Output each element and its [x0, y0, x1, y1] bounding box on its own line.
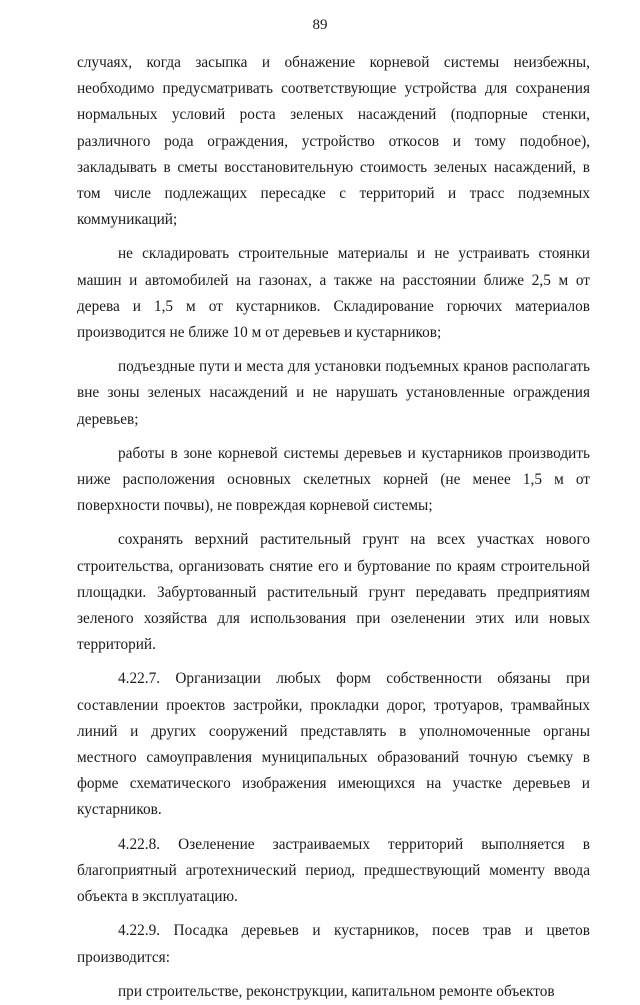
paragraph-root-zone-works: работы в зоне корневой системы деревьев и кустарников производить ниже расположения основных скелетных корней (не менее 1,5 м от поверхности почвы), не повреждая корневой системы;: [77, 444, 590, 515]
paragraph-crane-access-roads: подъездные пути и места для установки подъемных кранов располагать вне зоны зеленых насаждений и не нарушать установленные ограждения деревьев;: [77, 358, 590, 428]
paragraph-topsoil-preservation: сохранять верхний растительный грунт на всех участках нового строительства, организовать снятие его и буртование по краям строительной площадки. Забуртованный растительный грунт передавать предприятиям зеленого хозяйства для использования при озеленении этих или новых территорий.: [77, 531, 590, 654]
document-body: [77, 50, 590, 1005]
paragraph-4-22-7: 4.22.7. Организации любых форм собственности обязаны при составлении проектов застройки, прокладки дорог, тротуаров, трамвайных линий и других сооружений представлять в уполномоченные органы местного самоуправления муниципальных образований точную съемку в форме схематического изображения имеющихся на участке деревьев и кустарников.: [77, 670, 590, 819]
paragraph-4-22-8: 4.22.8. Озеленение застраиваемых территорий выполняется в благоприятный агротехнический период, предшествующий моменту ввода объекта в эксплуатацию.: [77, 835, 590, 906]
paragraph-root-system-protection: случаях, когда засыпка и обнажение корневой системы неизбежны, необходимо предусматривать соответствующие устройства для сохранения нормальных условий роста зеленых насаждений (подпорные стенки, различного рода ограждения, устройство откосов и тому подобное), закладывать в сметы восстановительную стоимость зеленых насаждений, в том числе подлежащих пересадке с территорий и трасс подземных коммуникаций;: [77, 54, 590, 229]
page-number: 89: [312, 17, 328, 33]
paragraph-no-storage-on-lawns: не складировать строительные материалы и не устраивать стоянки машин и автомобилей на газонах, а также на расстоянии ближе 2,5 м от дерева и 1,5 м от кустарников. Складирование горючих материалов производится не ближе 10 м от деревьев и кустарников;: [77, 245, 590, 342]
paragraph-4-22-9: 4.22.9. Посадка деревьев и кустарников, посев трав и цветов производится:: [77, 922, 590, 966]
paragraph-construction-reconstruction: при строительстве, реконструкции, капитальном ремонте объектов: [118, 982, 555, 1000]
